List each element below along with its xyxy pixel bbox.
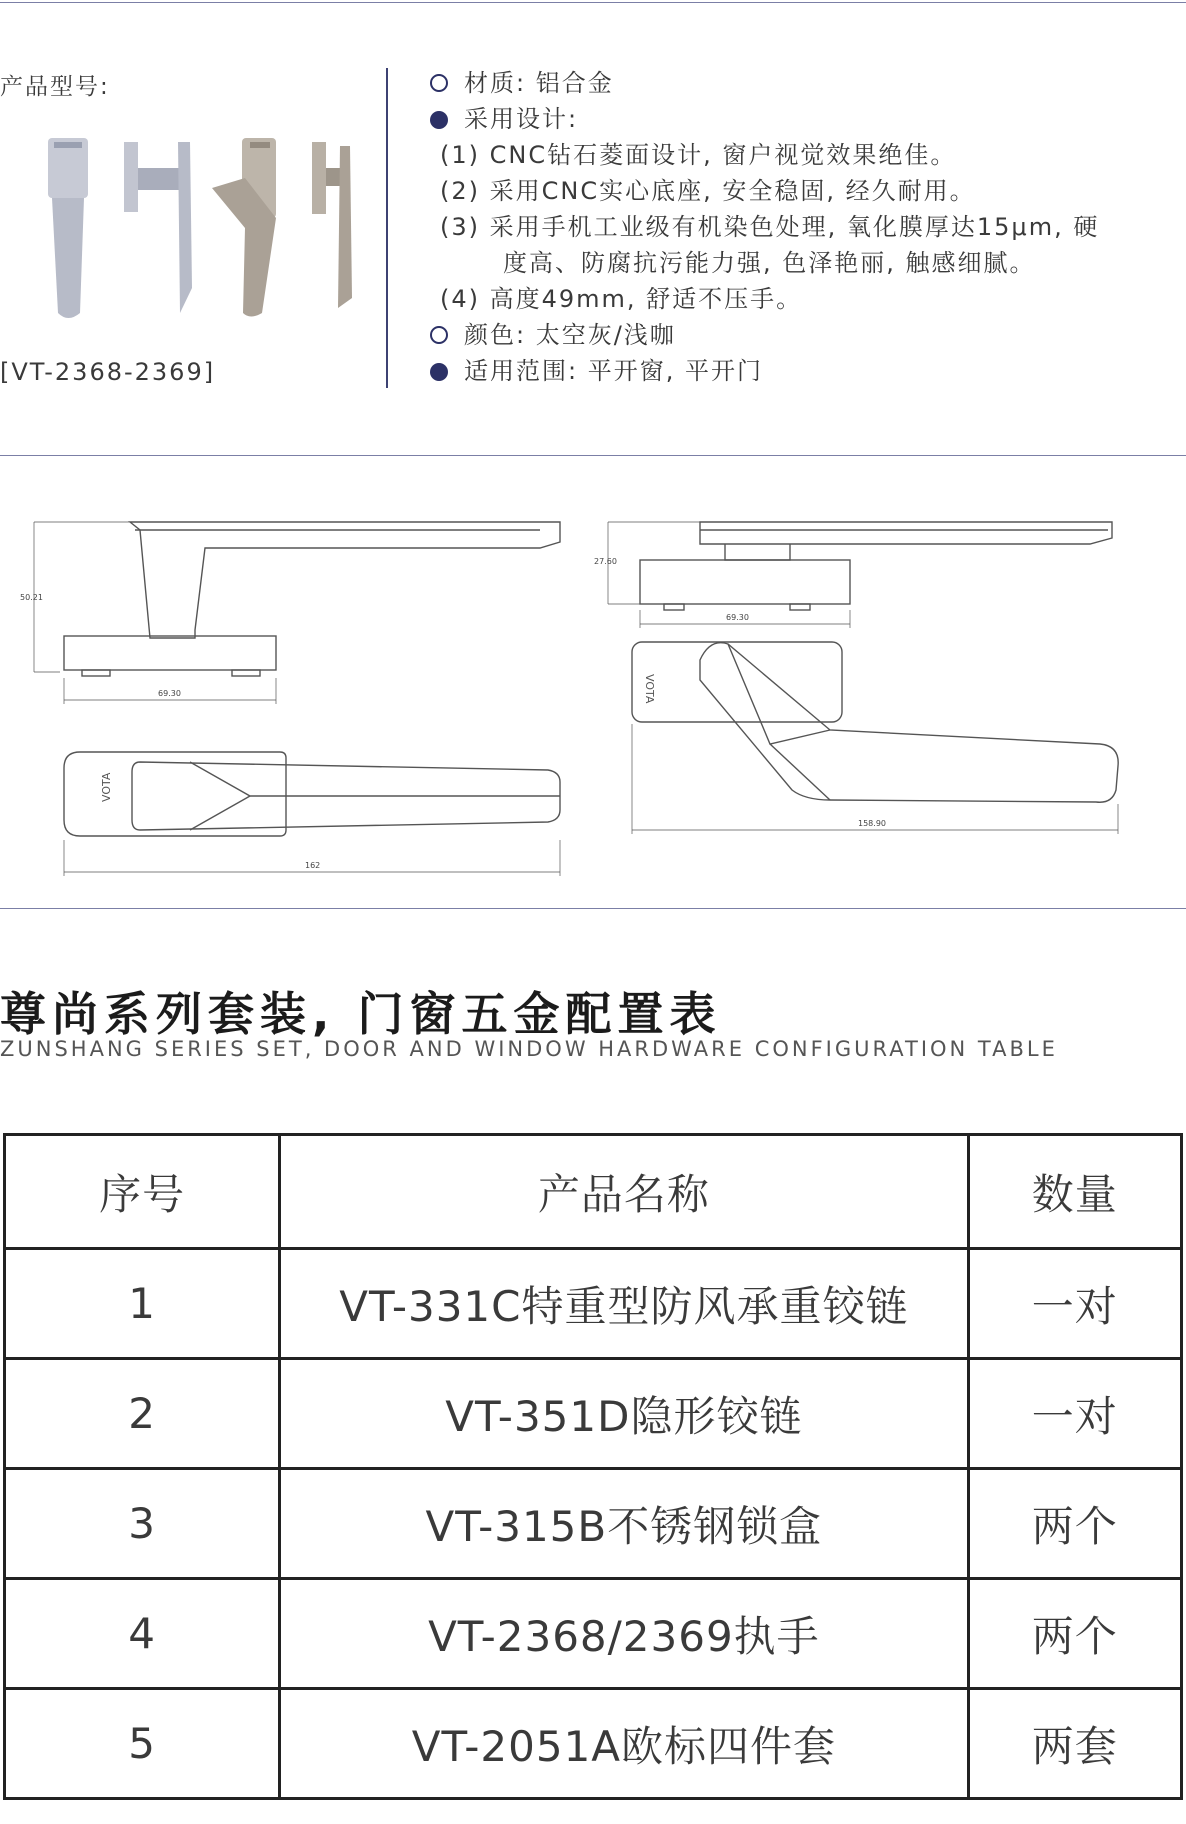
model-code: [VT-2368-2369] xyxy=(0,358,216,386)
drawing-brand-right: VOTA xyxy=(643,674,656,704)
handle-grey-side-image xyxy=(124,142,192,313)
drawing-bottom-rule xyxy=(0,908,1186,909)
row-index: 5 xyxy=(5,1689,280,1799)
handle-brown-side-image xyxy=(312,142,352,308)
row-product-name: VT-2051A欧标四件套 xyxy=(280,1689,968,1799)
row-quantity: 两个 xyxy=(968,1579,1181,1689)
drawing-right-top-view xyxy=(632,642,1118,834)
row-quantity: 两套 xyxy=(968,1689,1181,1799)
row-index: 1 xyxy=(5,1249,280,1359)
section-title-cn: 尊尚系列套装, 门窗五金配置表 xyxy=(0,987,722,1041)
row-index: 4 xyxy=(5,1579,280,1689)
table-row xyxy=(5,1249,1182,1359)
table-row xyxy=(5,1689,1182,1799)
row-index: 2 xyxy=(5,1359,280,1469)
row-product-name: VT-2368/2369执手 xyxy=(280,1579,968,1689)
technical-drawing xyxy=(0,500,1186,900)
handle-grey-front-image xyxy=(48,138,88,318)
spec-line-3: (3) 采用手机工业级有机染色处理, 氧化膜厚达15μm, 硬 xyxy=(440,213,1100,241)
header-index: 序号 xyxy=(5,1135,280,1249)
top-rule xyxy=(0,2,1186,3)
drawing-right-side-view xyxy=(608,522,1112,628)
column-divider xyxy=(386,68,388,388)
dim-height-right: 27.60 xyxy=(594,557,617,566)
dim-width-left: 69.30 xyxy=(158,689,181,698)
table-row xyxy=(5,1469,1182,1579)
open-bullet-icon xyxy=(430,326,448,344)
row-quantity: 一对 xyxy=(968,1359,1181,1469)
configuration-table xyxy=(3,1133,1183,1800)
section-title-en: ZUNSHANG SERIES SET, DOOR AND WINDOW HARDWARE CONFIGURATION TABLE xyxy=(0,1037,1058,1061)
table-row xyxy=(5,1359,1182,1469)
row-index: 3 xyxy=(5,1469,280,1579)
spec-line-design: 采用设计: xyxy=(430,102,578,136)
dim-height-left: 50.21 xyxy=(20,593,43,602)
handle-brown-front-image xyxy=(212,138,276,317)
spec-line-4: (4) 高度49mm, 舒适不压手。 xyxy=(440,285,803,313)
table-row xyxy=(5,1579,1182,1689)
spec-line-2: (2) 采用CNC实心底座, 安全稳固, 经久耐用。 xyxy=(440,177,976,205)
dim-length-left: 162 xyxy=(305,861,321,870)
product-photos xyxy=(40,128,380,328)
filled-bullet-icon xyxy=(430,111,448,129)
dim-length-right: 158.90 xyxy=(858,819,886,828)
row-product-name: VT-331C特重型防风承重铰链 xyxy=(280,1249,968,1359)
drawing-brand-left: VOTA xyxy=(100,772,113,802)
spec-line-material: 材质: 铝合金 xyxy=(430,66,614,100)
open-bullet-icon xyxy=(430,74,448,92)
table-header-row xyxy=(5,1135,1182,1249)
filled-bullet-icon xyxy=(430,363,448,381)
drawing-top-rule xyxy=(0,455,1186,456)
spec-line-1: (1) CNC钻石菱面设计, 窗户视觉效果绝佳。 xyxy=(440,141,957,169)
row-quantity: 两个 xyxy=(968,1469,1181,1579)
row-product-name: VT-351D隐形铰链 xyxy=(280,1359,968,1469)
header-quantity: 数量 xyxy=(968,1135,1181,1249)
drawing-left-side-view xyxy=(34,522,560,704)
row-product-name: VT-315B不锈钢锁盒 xyxy=(280,1469,968,1579)
dim-width-right: 69.30 xyxy=(726,613,749,622)
spec-line-3-cont: 度高、防腐抗污能力强, 色泽艳丽, 触感细腻。 xyxy=(503,249,1036,277)
spec-line-color: 颜色: 太空灰/浅咖 xyxy=(430,318,676,352)
row-quantity: 一对 xyxy=(968,1249,1181,1359)
drawing-left-top-view xyxy=(64,752,560,876)
header-product-name: 产品名称 xyxy=(280,1135,968,1249)
model-label: 产品型号: xyxy=(0,74,110,100)
spec-line-scope: 适用范围: 平开窗, 平开门 xyxy=(430,354,763,388)
